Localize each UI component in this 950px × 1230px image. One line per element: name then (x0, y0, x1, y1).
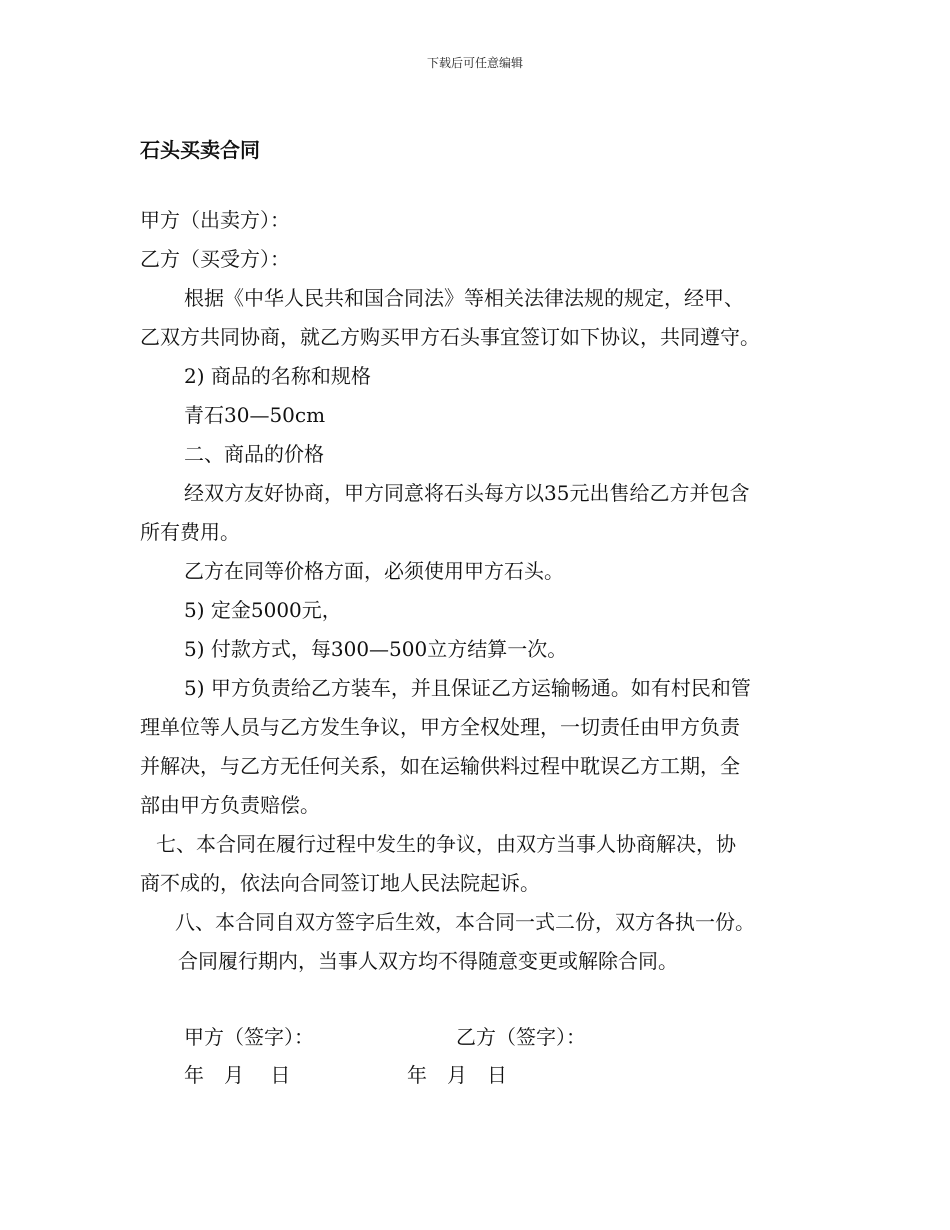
body-line: 所有费用。 (140, 520, 240, 544)
party-a-line: 甲方（出卖方）： (140, 208, 290, 232)
body-line: 并解决，与乙方无任何关系，如在运输供料过程中耽误乙方工期，全 (140, 754, 740, 778)
body-line: 2) 商品的名称和规格 (184, 364, 371, 388)
party-b-line: 乙方（买受方）： (140, 247, 290, 271)
body-line: 青石30—50cm (184, 403, 326, 427)
party-b-signature-label: 乙方（签字）： (456, 1025, 586, 1049)
body-line: 乙方在同等价格方面，必须使用甲方石头。 (184, 559, 564, 583)
body-line: 七、本合同在履行过程中发生的争议，由双方当事人协商解决，协 (156, 832, 736, 856)
body-line: 5) 付款方式，每300—500立方结算一次。 (184, 637, 568, 661)
party-a-date: 年 月 日 (184, 1063, 291, 1087)
page-header: 下载后可任意编辑 (426, 56, 523, 70)
body-line: 经双方友好协商，甲方同意将石头每方以35元出售给乙方并包含 (184, 481, 750, 505)
body-line: 合同履行期内，当事人双方均不得随意变更或解除合同。 (178, 949, 678, 973)
body-line: 理单位等人员与乙方发生争议，甲方全权处理，一切责任由甲方负责 (140, 715, 740, 739)
body-line: 5) 甲方负责给乙方装车，并且保证乙方运输畅通。如有村民和管 (184, 676, 751, 700)
body-line: 根据《中华人民共和国合同法》等相关法律法规的规定，经甲、 (184, 286, 744, 310)
body-line: 商不成的，依法向合同签订地人民法院起诉。 (140, 871, 540, 895)
body-line: 二、商品的价格 (184, 442, 324, 466)
body-line: 5) 定金5000元， (184, 598, 342, 622)
body-line: 八、本合同自双方签字后生效，本合同一式二份，双方各执一份。 (175, 910, 755, 934)
party-a-signature-label: 甲方（签字）： (184, 1025, 314, 1049)
document-title: 石头买卖合同 (140, 138, 260, 162)
party-b-date: 年 月 日 (407, 1063, 507, 1087)
body-line: 部由甲方负责赔偿。 (140, 793, 320, 817)
body-line: 乙双方共同协商，就乙方购买甲方石头事宜签订如下协议，共同遵守。 (140, 325, 760, 349)
